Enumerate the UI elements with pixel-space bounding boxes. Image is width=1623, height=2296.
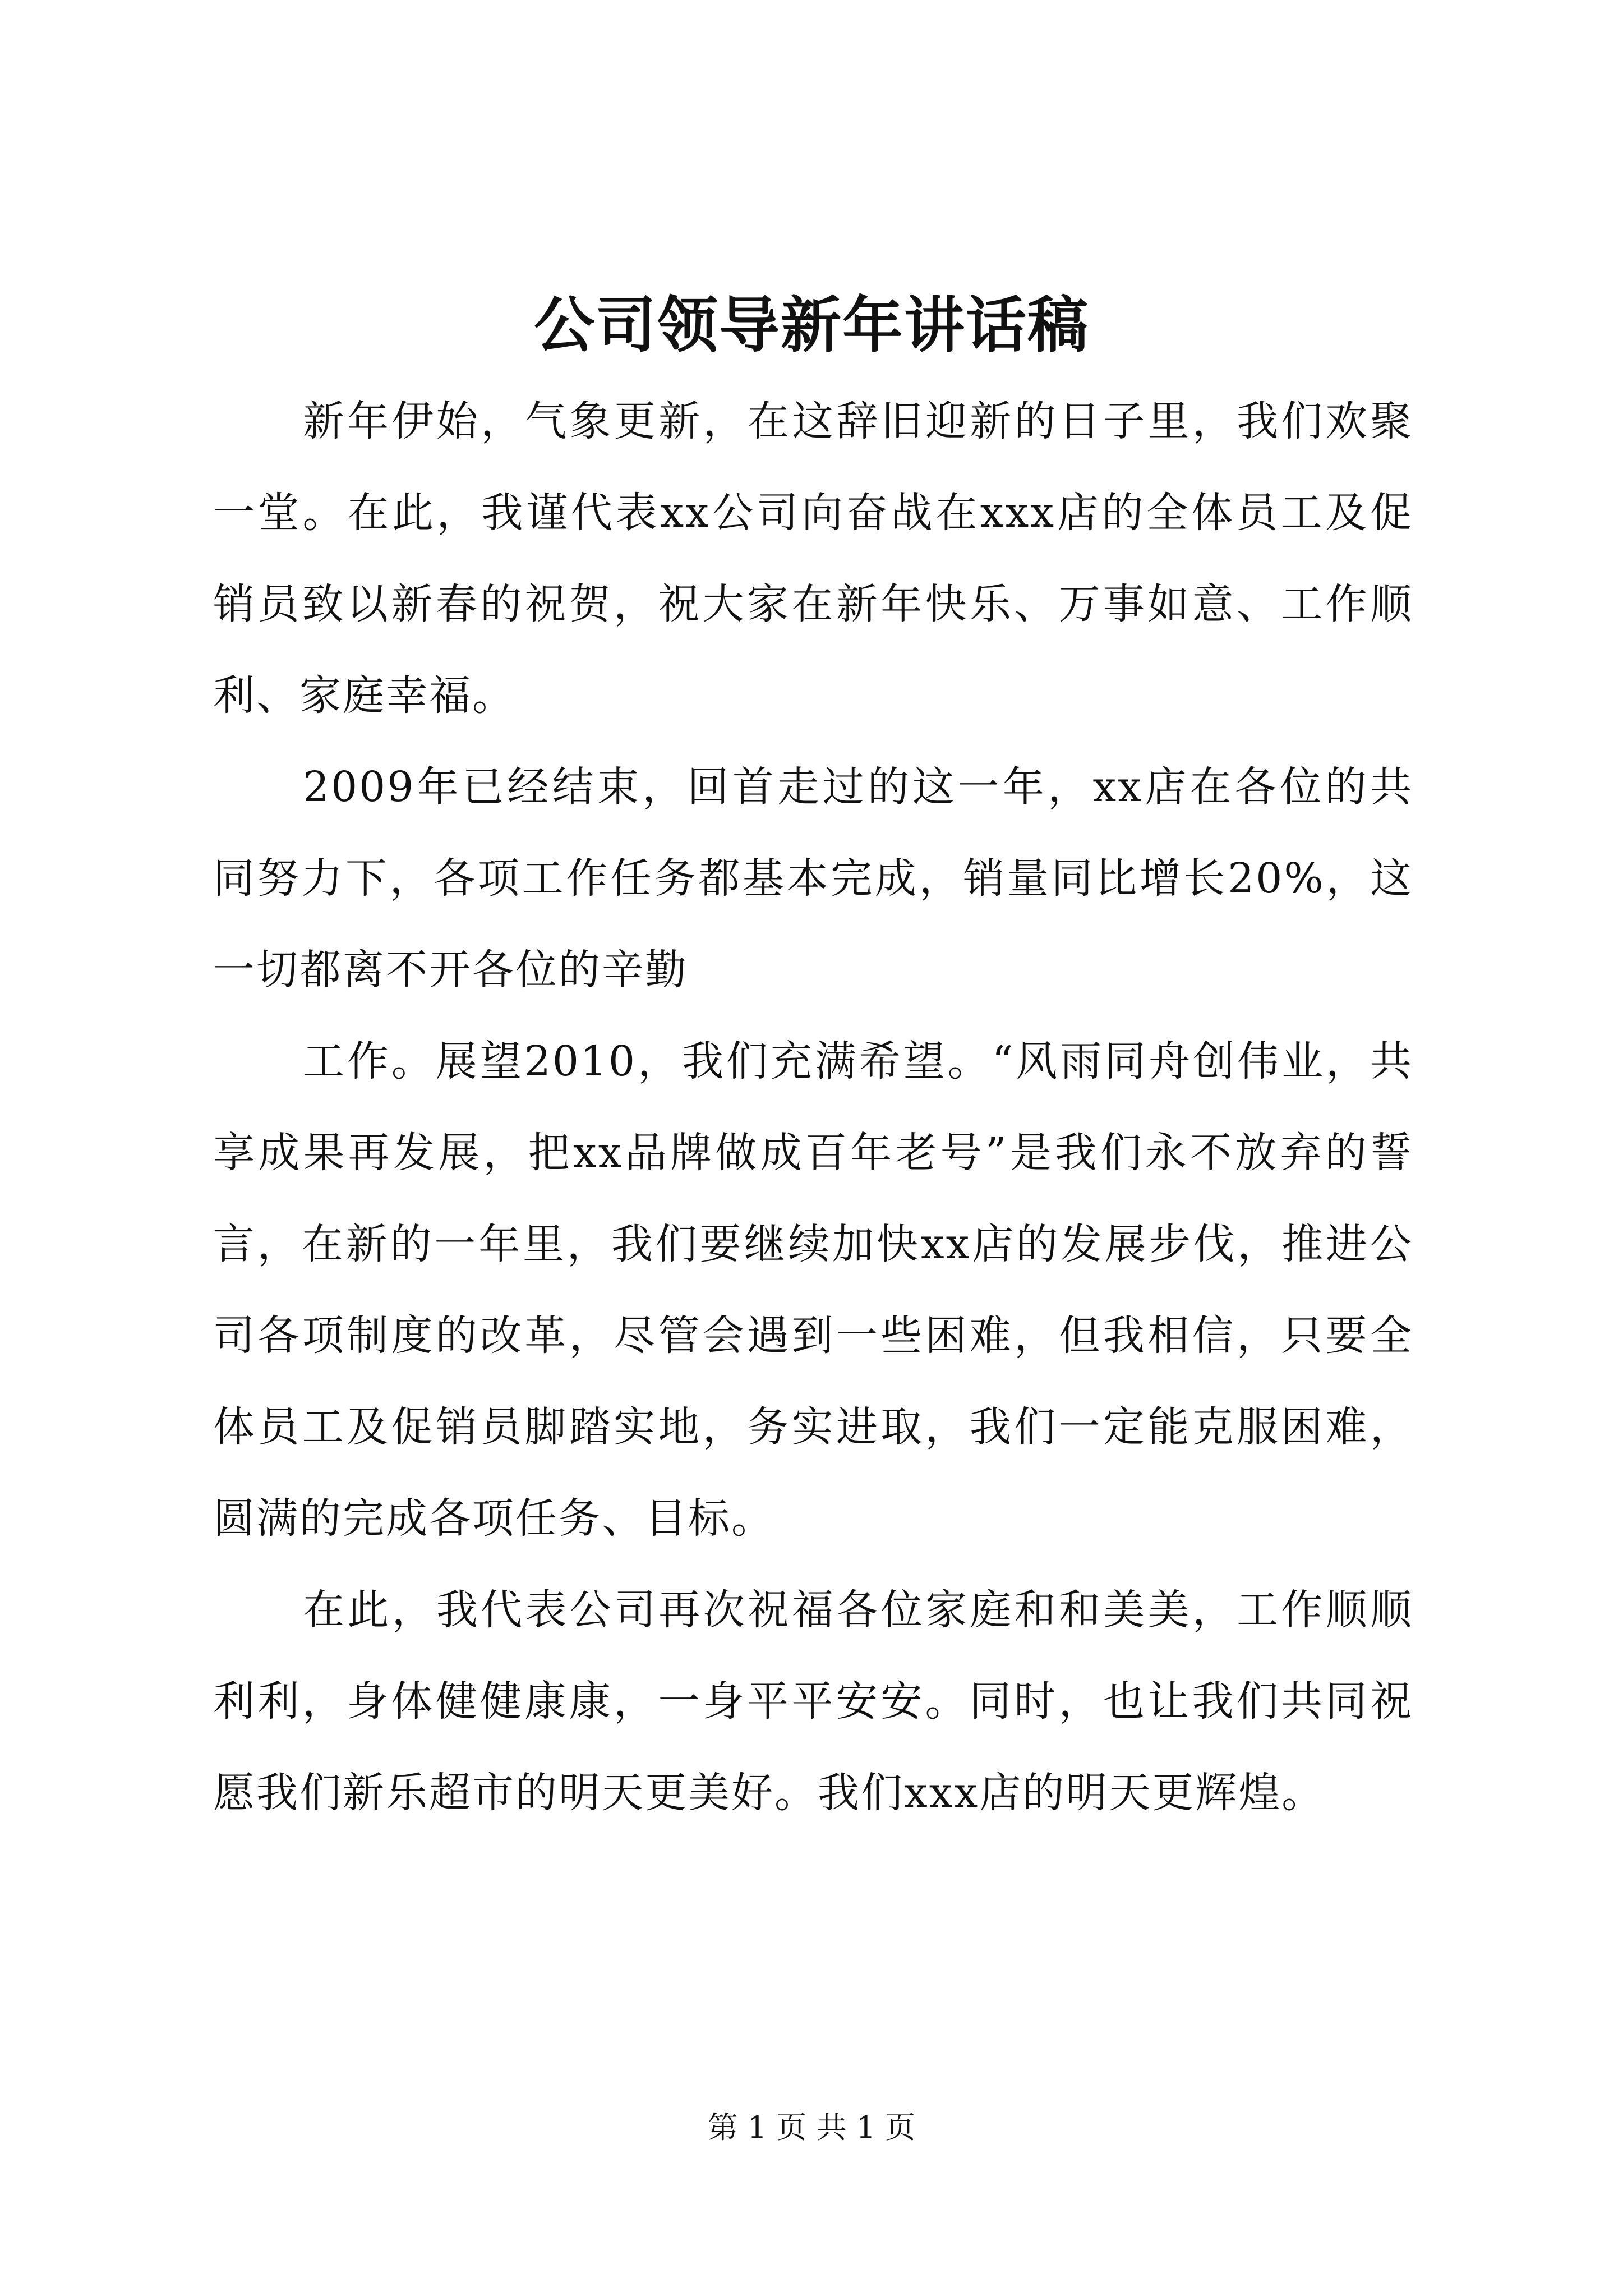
paragraph-review-2009: 2009年已经结束，回首走过的这一年，xx店在各位的共同努力下，各项工作任务都基本完成，销量同比增长20%，这一切都离不开各位的辛勤 (213, 763, 1413, 994)
document-title: 公司领导新年讲话稿 (533, 290, 1089, 361)
page-number-footer: 第 1 页 共 1 页 (707, 2110, 916, 2145)
document-body (213, 376, 1413, 1839)
paragraph-closing-wishes: 在此，我代表公司再次祝福各位家庭和和美美，工作顺顺利利，身体健健康康，一身平平安安。同时，也让我们共同祝愿我们新乐超市的明天更美好。我们xxx店的明天更辉煌。 (213, 1586, 1413, 1817)
paragraph-greeting: 新年伊始，气象更新，在这辞旧迎新的日子里，我们欢聚一堂。在此，我谨代表xx公司向奋战在xxx店的全体员工及促销员致以新春的祝贺，祝大家在新年快乐、万事如意、工作顺利、家庭幸福。 (213, 397, 1413, 720)
paragraph-outlook-2010: 工作。展望2010，我们充满希望。“风雨同舟创伟业，共享成果再发展，把xx品牌做成百年老号”是我们永不放弃的誓言，在新的一年里，我们要继续加快xx店的发展步伐，推进公司各项制度的改革，尽管会遇到一些困难，但我相信，只要全体员工及促销员脚踏实地，务实进取，我们一定能克服困难，圆满的完成各项任务、目标。 (213, 1037, 1413, 1543)
